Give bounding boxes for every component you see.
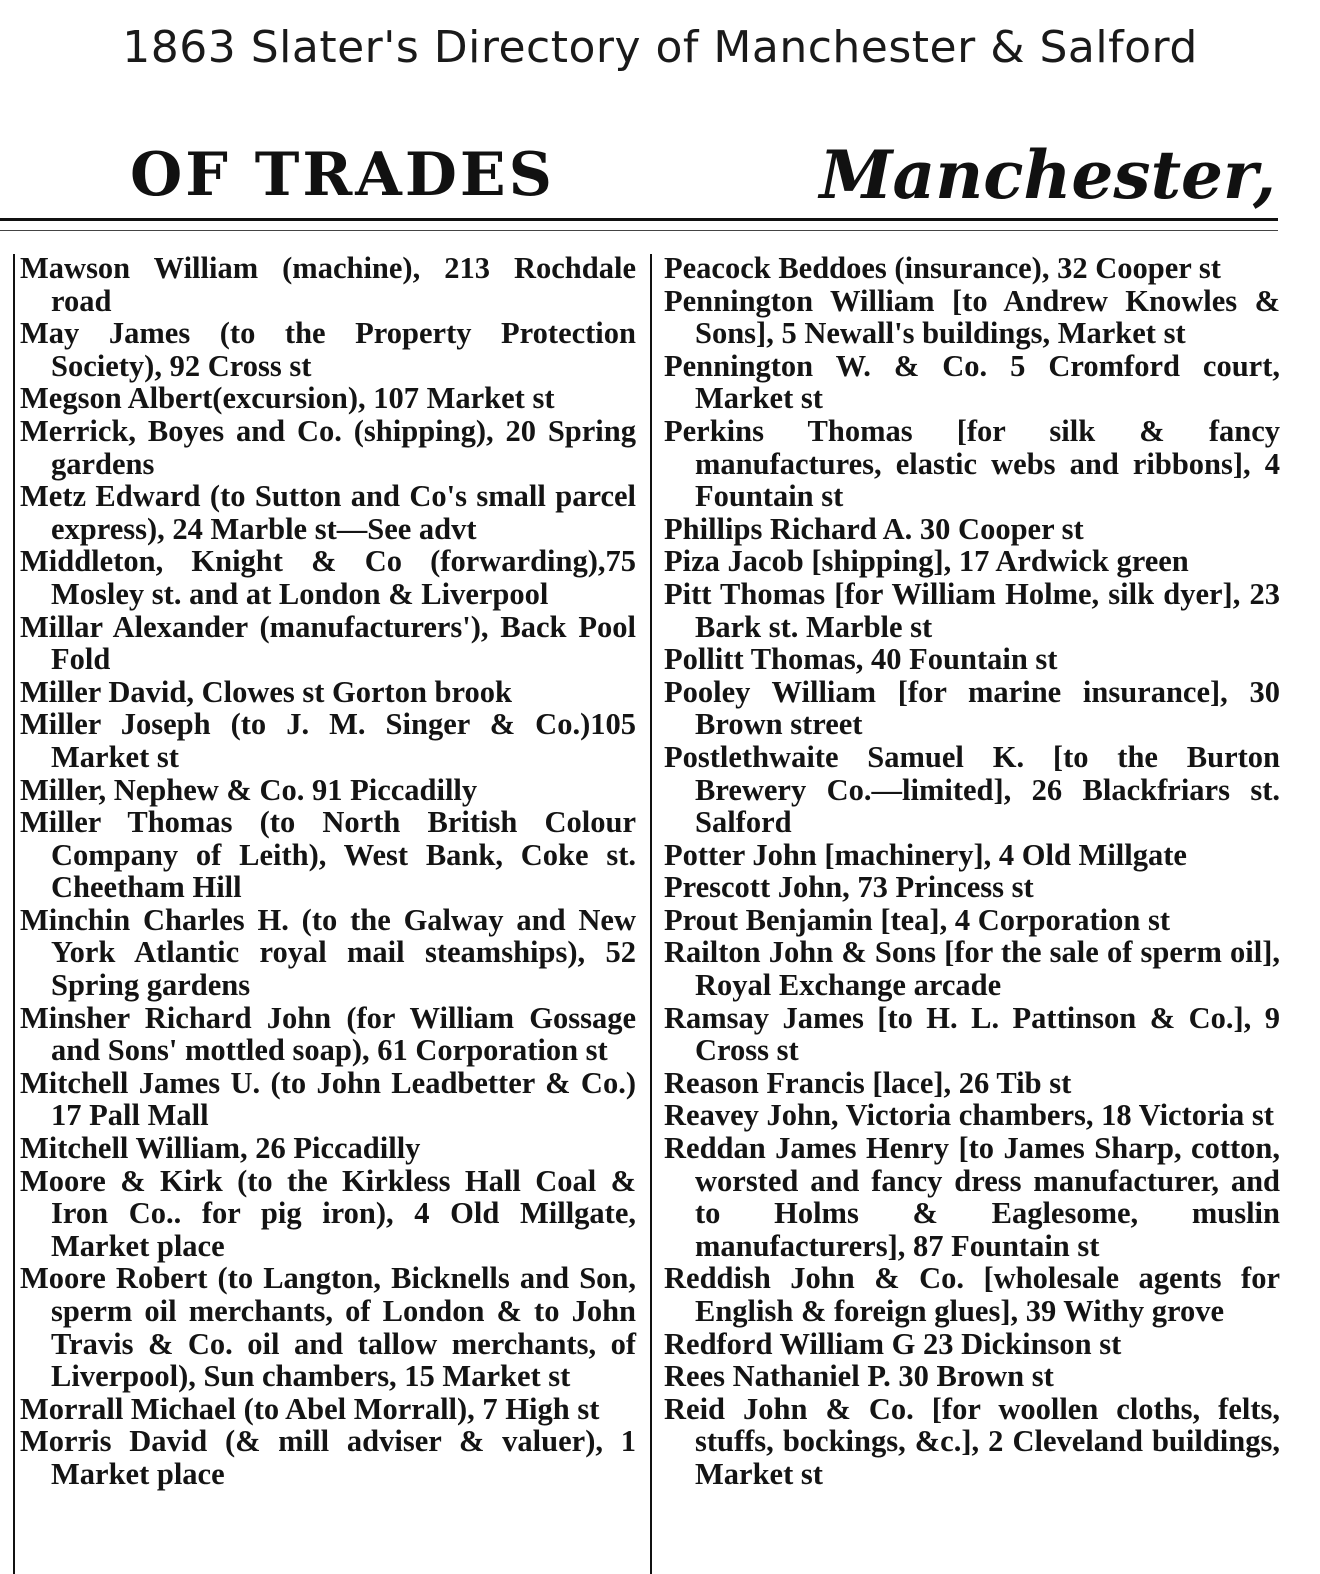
directory-entry: Reddan James Henry [to James Sharp, cotton, worsted and fancy dress manufacturer, and to Holms & Eaglesome, muslin manufacturers], 87 Fountain st [664, 1131, 1280, 1263]
directory-entry: Miller Joseph (to J. M. Singer & Co.)105 Market st [20, 707, 636, 774]
directory-entry: Pooley William [for marine insurance], 30 Brown street [664, 674, 1280, 742]
directory-entry: Pollitt Thomas, 40 Fountain st [664, 642, 1058, 677]
directory-entry: Merrick, Boyes and Co. (shipping), 20 Spring gardens [20, 413, 636, 481]
right-column [664, 252, 1280, 1491]
directory-entry: Miller David, Clowes st Gorton brook [20, 674, 512, 709]
directory-entry: Reddish John & Co. [wholesale agents for English & foreign glues], 39 Withy grove [664, 1261, 1280, 1328]
directory-entry: Prescott John, 73 Princess st [664, 870, 1034, 905]
directory-entry: Piza Jacob [shipping], 17 Ardwick green [664, 544, 1189, 579]
page-caption: 1863 Slater's Directory of Manchester & Salford [122, 22, 1198, 73]
directory-entry: Postlethwaite Samuel K. [to the Burton Brewery Co.—limited], 26 Blackfriars st. Salford [664, 739, 1280, 840]
directory-entry: Prout Benjamin [tea], 4 Corporation st [664, 902, 1171, 937]
running-header-left: OF TRADES [130, 140, 555, 210]
directory-entry: Perkins Thomas [for silk & fancy manufactures, elastic webs and ribbons], 4 Fountain st [664, 413, 1280, 514]
directory-entry: Mawson William (machine), 213 Rochdale road [20, 251, 636, 318]
directory-entry: Reason Francis [lace], 26 Tib st [664, 1065, 1072, 1100]
header-rule [0, 218, 1278, 221]
directory-entry: Potter John [machinery], 4 Old Millgate [664, 837, 1187, 872]
directory-entry: Minsher Richard John (for William Gossage and Sons' mottled soap), 61 Corporation st [20, 1000, 636, 1068]
directory-entry: Millar Alexander (manufacturers'), Back Pool Fold [20, 609, 636, 677]
running-header-right: Manchester, [819, 136, 1276, 214]
directory-entry: Pennington William [to Andrew Knowles & Sons], 5 Newall's buildings, Market st [664, 283, 1280, 351]
directory-entry: Reid John & Co. [for woollen cloths, felts, stuffs, bockings, &c.], 2 Cleveland buildings, Market st [664, 1391, 1280, 1491]
directory-entry: Moore & Kirk (to the Kirkless Hall Coal & Iron Co.. for pig iron), 4 Old Millgate, Market place [20, 1163, 636, 1263]
directory-entry: Moore Robert (to Langton, Bicknells and Son, sperm oil merchants, of London & to John Travis & Co. oil and tallow merchants, of Liverpool), Sun chambers, 15 Market st [20, 1261, 636, 1394]
directory-entry: Minchin Charles H. (to the Galway and New York Atlantic royal mail steamships), 52 Spring gardens [20, 902, 636, 1003]
directory-entry: Mitchell James U. (to John Leadbetter & Co.) 17 Pall Mall [20, 1065, 636, 1133]
directory-entry: May James (to the Property Protection Society), 92 Cross st [20, 316, 636, 383]
directory-entry: Redford William G 23 Dickinson st [664, 1326, 1122, 1361]
directory-entry: Reavey John, Victoria chambers, 18 Victoria st [664, 1098, 1274, 1133]
left-border-rule [13, 254, 15, 1574]
directory-entry: Megson Albert(excursion), 107 Market st [20, 381, 555, 416]
directory-entry: Morrall Michael (to Abel Morrall), 7 High st [20, 1391, 600, 1426]
directory-entry: Mitchell William, 26 Piccadilly [20, 1131, 421, 1166]
left-column [20, 252, 636, 1491]
directory-entry: Morris David (& mill adviser & valuer), 1 Market place [20, 1424, 636, 1491]
header-rule-thin [0, 230, 1278, 231]
directory-entry: Phillips Richard A. 30 Cooper st [664, 511, 1084, 546]
directory-entry: Miller, Nephew & Co. 91 Piccadilly [20, 772, 478, 807]
directory-entry: Rees Nathaniel P. 30 Brown st [664, 1359, 1054, 1394]
directory-entry: Miller Thomas (to North British Colour Company of Leith), West Bank, Coke st. Cheetham Hill [20, 805, 636, 905]
directory-entry: Pennington W. & Co. 5 Cromford court, Market st [664, 348, 1280, 416]
directory-entry: Ramsay James [to H. L. Pattinson & Co.], 9 Cross st [664, 1000, 1280, 1068]
directory-entry: Railton John & Sons [for the sale of sperm oil], Royal Exchange arcade [664, 935, 1280, 1003]
directory-entry: Metz Edward (to Sutton and Co's small parcel express), 24 Marble st—See advt [20, 479, 636, 546]
directory-entry: Pitt Thomas [for William Holme, silk dyer], 23 Bark st. Marble st [664, 576, 1280, 644]
directory-entry: Middleton, Knight & Co (forwarding),75 Mosley st. and at London & Liverpool [20, 544, 636, 611]
directory-entry: Peacock Beddoes (insurance), 32 Cooper st [664, 251, 1221, 285]
column-divider [650, 254, 652, 1574]
